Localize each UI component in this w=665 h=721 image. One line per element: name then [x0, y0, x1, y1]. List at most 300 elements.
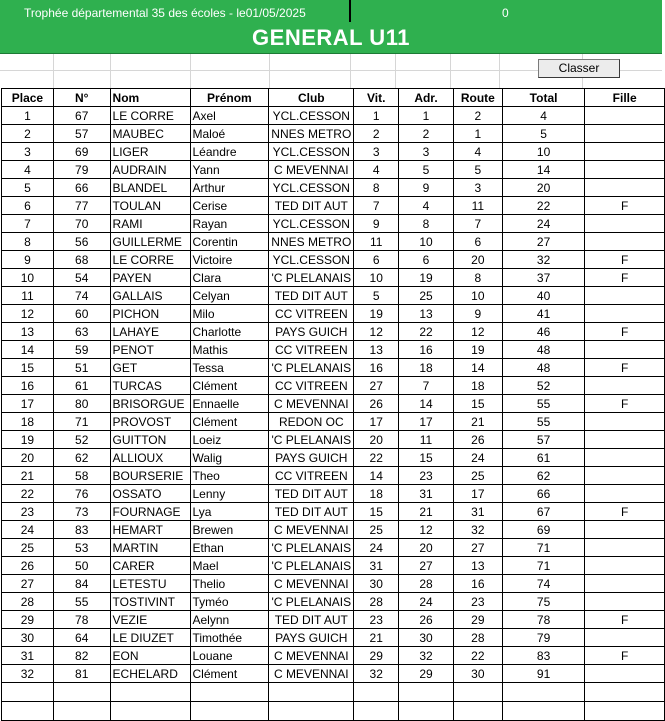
cell-club: CC VITREEN	[269, 377, 354, 395]
cell-vit: 25	[354, 521, 399, 539]
empty-cell	[453, 683, 502, 702]
cell-route: 3	[453, 179, 502, 197]
cell-route: 29	[453, 611, 502, 629]
cell-club: 'C PLELANAIS	[269, 359, 354, 377]
table-row	[2, 287, 665, 305]
empty-cell	[453, 702, 502, 721]
table-row	[2, 665, 665, 683]
empty-cell	[502, 683, 585, 702]
cell-adr: 32	[399, 647, 454, 665]
cell-total: 62	[502, 467, 585, 485]
cell-nom: PROVOST	[110, 413, 190, 431]
cell-vit: 30	[354, 575, 399, 593]
column-header-nom: Nom	[110, 89, 190, 107]
cell-fille: F	[585, 197, 665, 215]
table-header-row	[2, 89, 665, 107]
cell-place: 29	[2, 611, 54, 629]
cell-prenom: Léandre	[190, 143, 269, 161]
cell-prenom: Rayan	[190, 215, 269, 233]
table-row	[2, 341, 665, 359]
cell-adr: 23	[399, 467, 454, 485]
cell-prenom: Thelio	[190, 575, 269, 593]
cell-club: PAYS GUICH	[269, 449, 354, 467]
table-row	[2, 395, 665, 413]
empty-cell	[53, 702, 110, 721]
cell-adr: 22	[399, 323, 454, 341]
sheet-gridline	[269, 54, 270, 88]
cell-nom: BOURSERIE	[110, 467, 190, 485]
cell-place: 24	[2, 521, 54, 539]
cell-fille: F	[585, 251, 665, 269]
cell-fille	[585, 521, 665, 539]
cell-nom: HEMART	[110, 521, 190, 539]
cell-number: 82	[53, 647, 110, 665]
cell-club: TED DIT AUT	[269, 197, 354, 215]
cell-nom: GUITTON	[110, 431, 190, 449]
cell-prenom: Clara	[190, 269, 269, 287]
cell-adr: 3	[399, 143, 454, 161]
cell-vit: 17	[354, 413, 399, 431]
cell-prenom: Lya	[190, 503, 269, 521]
cell-place: 8	[2, 233, 54, 251]
cell-fille	[585, 575, 665, 593]
table-row	[2, 143, 665, 161]
cell-number: 55	[53, 593, 110, 611]
cell-adr: 9	[399, 179, 454, 197]
cell-prenom: Arthur	[190, 179, 269, 197]
cell-club: 'C PLELANAIS	[269, 431, 354, 449]
cell-prenom: Brewen	[190, 521, 269, 539]
cell-nom: LETESTU	[110, 575, 190, 593]
cell-route: 14	[453, 359, 502, 377]
cell-number: 66	[53, 179, 110, 197]
cell-prenom: Lenny	[190, 485, 269, 503]
event-subtitle: Trophée départemental 35 des écoles - le01/05/2025	[24, 6, 306, 20]
cell-total: 46	[502, 323, 585, 341]
cell-route: 2	[453, 107, 502, 125]
cell-nom: PICHON	[110, 305, 190, 323]
cell-fille: F	[585, 323, 665, 341]
cell-adr: 16	[399, 341, 454, 359]
cell-prenom: Timothée	[190, 629, 269, 647]
cell-number: 74	[53, 287, 110, 305]
cell-nom: LE CORRE	[110, 107, 190, 125]
cell-fille	[585, 233, 665, 251]
empty-cell	[399, 702, 454, 721]
cell-club: TED DIT AUT	[269, 611, 354, 629]
column-header-number: N°	[53, 89, 110, 107]
cell-nom: VEZIE	[110, 611, 190, 629]
cell-nom: TOULAN	[110, 197, 190, 215]
cell-number: 68	[53, 251, 110, 269]
cell-number: 63	[53, 323, 110, 341]
table-row	[2, 557, 665, 575]
cell-vit: 31	[354, 557, 399, 575]
cell-club: TED DIT AUT	[269, 287, 354, 305]
column-header-total: Total	[502, 89, 585, 107]
cell-prenom: Milo	[190, 305, 269, 323]
cell-number: 84	[53, 575, 110, 593]
cell-nom: PAYEN	[110, 269, 190, 287]
empty-row	[2, 683, 665, 702]
cell-fille: F	[585, 359, 665, 377]
cell-total: 40	[502, 287, 585, 305]
cell-total: 71	[502, 557, 585, 575]
cell-adr: 7	[399, 377, 454, 395]
table-row	[2, 413, 665, 431]
empty-cell	[190, 702, 269, 721]
cell-vit: 29	[354, 647, 399, 665]
cell-place: 25	[2, 539, 54, 557]
cell-place: 16	[2, 377, 54, 395]
cell-adr: 12	[399, 521, 454, 539]
empty-cell	[53, 683, 110, 702]
cell-adr: 18	[399, 359, 454, 377]
cell-route: 22	[453, 647, 502, 665]
sheet-gridline	[450, 54, 451, 88]
cell-total: 66	[502, 485, 585, 503]
cell-place: 11	[2, 287, 54, 305]
cell-club: C MEVENNAI	[269, 647, 354, 665]
cell-route: 27	[453, 539, 502, 557]
cell-vit: 18	[354, 485, 399, 503]
cell-total: 27	[502, 233, 585, 251]
cell-total: 91	[502, 665, 585, 683]
cell-number: 79	[53, 161, 110, 179]
cell-place: 22	[2, 485, 54, 503]
cell-vit: 19	[354, 305, 399, 323]
cell-vit: 3	[354, 143, 399, 161]
cell-club: C MEVENNAI	[269, 575, 354, 593]
cell-nom: LIGER	[110, 143, 190, 161]
cell-prenom: Loeiz	[190, 431, 269, 449]
cell-fille	[585, 449, 665, 467]
cell-club: YCL.CESSON	[269, 143, 354, 161]
cell-total: 5	[502, 125, 585, 143]
cell-total: 74	[502, 575, 585, 593]
cell-club: REDON OC	[269, 413, 354, 431]
cell-place: 14	[2, 341, 54, 359]
cell-prenom: Charlotte	[190, 323, 269, 341]
cell-club: 'C PLELANAIS	[269, 539, 354, 557]
empty-cell	[2, 702, 54, 721]
header-banner	[0, 0, 662, 54]
cell-nom: MAUBEC	[110, 125, 190, 143]
cell-vit: 22	[354, 449, 399, 467]
cell-nom: ECHELARD	[110, 665, 190, 683]
cell-total: 83	[502, 647, 585, 665]
table-row	[2, 485, 665, 503]
table-row	[2, 305, 665, 323]
cell-number: 58	[53, 467, 110, 485]
table-row	[2, 449, 665, 467]
cell-number: 70	[53, 215, 110, 233]
cell-total: 24	[502, 215, 585, 233]
cell-fille	[585, 143, 665, 161]
cell-place: 6	[2, 197, 54, 215]
cell-club: CC VITREEN	[269, 305, 354, 323]
cell-vit: 16	[354, 359, 399, 377]
header-divider	[349, 0, 351, 22]
table-row	[2, 215, 665, 233]
cell-total: 61	[502, 449, 585, 467]
sheet-gridline	[53, 54, 54, 88]
cell-nom: GALLAIS	[110, 287, 190, 305]
cell-nom: FOURNAGE	[110, 503, 190, 521]
table-row	[2, 593, 665, 611]
cell-prenom: Tyméo	[190, 593, 269, 611]
cell-adr: 11	[399, 431, 454, 449]
cell-number: 73	[53, 503, 110, 521]
cell-place: 20	[2, 449, 54, 467]
cell-vit: 21	[354, 629, 399, 647]
cell-total: 22	[502, 197, 585, 215]
cell-number: 61	[53, 377, 110, 395]
cell-club: TED DIT AUT	[269, 485, 354, 503]
cell-vit: 23	[354, 611, 399, 629]
cell-prenom: Theo	[190, 467, 269, 485]
cell-place: 17	[2, 395, 54, 413]
table-row	[2, 269, 665, 287]
cell-total: 55	[502, 413, 585, 431]
cell-route: 18	[453, 377, 502, 395]
cell-fille	[585, 287, 665, 305]
cell-fille	[585, 557, 665, 575]
cell-prenom: Ennaelle	[190, 395, 269, 413]
cell-adr: 13	[399, 305, 454, 323]
sort-button[interactable]: Classer	[538, 59, 620, 78]
empty-cell	[585, 683, 665, 702]
cell-route: 31	[453, 503, 502, 521]
cell-adr: 5	[399, 161, 454, 179]
cell-adr: 19	[399, 269, 454, 287]
cell-adr: 4	[399, 197, 454, 215]
cell-club: C MEVENNAI	[269, 161, 354, 179]
cell-number: 78	[53, 611, 110, 629]
cell-nom: RAMI	[110, 215, 190, 233]
cell-number: 60	[53, 305, 110, 323]
table-row	[2, 179, 665, 197]
cell-club: NNES METRO	[269, 233, 354, 251]
cell-nom: PENOT	[110, 341, 190, 359]
cell-vit: 2	[354, 125, 399, 143]
empty-cell	[190, 683, 269, 702]
table-row	[2, 647, 665, 665]
cell-total: 55	[502, 395, 585, 413]
cell-place: 28	[2, 593, 54, 611]
cell-total: 41	[502, 305, 585, 323]
cell-route: 21	[453, 413, 502, 431]
cell-nom: GUILLERME	[110, 233, 190, 251]
cell-place: 32	[2, 665, 54, 683]
cell-club: YCL.CESSON	[269, 107, 354, 125]
page-title: GENERAL U11	[252, 25, 410, 50]
cell-total: 48	[502, 341, 585, 359]
cell-fille: F	[585, 269, 665, 287]
cell-nom: EON	[110, 647, 190, 665]
cell-route: 19	[453, 341, 502, 359]
cell-vit: 12	[354, 323, 399, 341]
empty-cell	[585, 702, 665, 721]
cell-number: 51	[53, 359, 110, 377]
cell-place: 27	[2, 575, 54, 593]
cell-nom: MARTIN	[110, 539, 190, 557]
cell-prenom: Mathis	[190, 341, 269, 359]
cell-route: 11	[453, 197, 502, 215]
cell-place: 19	[2, 431, 54, 449]
results-body	[2, 107, 665, 721]
cell-adr: 25	[399, 287, 454, 305]
cell-club: YCL.CESSON	[269, 179, 354, 197]
cell-vit: 20	[354, 431, 399, 449]
cell-prenom: Louane	[190, 647, 269, 665]
cell-route: 23	[453, 593, 502, 611]
cell-number: 77	[53, 197, 110, 215]
cell-vit: 5	[354, 287, 399, 305]
cell-route: 9	[453, 305, 502, 323]
cell-total: 14	[502, 161, 585, 179]
cell-club: 'C PLELANAIS	[269, 557, 354, 575]
cell-number: 69	[53, 143, 110, 161]
cell-fille: F	[585, 647, 665, 665]
cell-vit: 6	[354, 251, 399, 269]
cell-route: 15	[453, 395, 502, 413]
column-header-fille: Fille	[585, 89, 665, 107]
cell-prenom: Clément	[190, 377, 269, 395]
cell-vit: 8	[354, 179, 399, 197]
cell-number: 53	[53, 539, 110, 557]
cell-route: 16	[453, 575, 502, 593]
empty-cell	[354, 702, 399, 721]
cell-fille	[585, 413, 665, 431]
table-row	[2, 629, 665, 647]
cell-club: 'C PLELANAIS	[269, 269, 354, 287]
cell-fille: F	[585, 611, 665, 629]
cell-fille	[585, 467, 665, 485]
cell-vit: 14	[354, 467, 399, 485]
table-row	[2, 467, 665, 485]
empty-cell	[399, 683, 454, 702]
cell-adr: 8	[399, 215, 454, 233]
empty-cell	[502, 702, 585, 721]
cell-adr: 15	[399, 449, 454, 467]
counter-value: 0	[502, 6, 509, 20]
cell-number: 59	[53, 341, 110, 359]
table-row	[2, 377, 665, 395]
cell-fille: F	[585, 503, 665, 521]
empty-cell	[269, 683, 354, 702]
cell-club: C MEVENNAI	[269, 395, 354, 413]
cell-club: TED DIT AUT	[269, 503, 354, 521]
cell-nom: TURCAS	[110, 377, 190, 395]
cell-club: 'C PLELANAIS	[269, 593, 354, 611]
table-row	[2, 107, 665, 125]
empty-cell	[2, 683, 54, 702]
column-header-prenom: Prénom	[190, 89, 269, 107]
cell-number: 80	[53, 395, 110, 413]
cell-nom: ALLIOUX	[110, 449, 190, 467]
cell-number: 76	[53, 485, 110, 503]
empty-cell	[110, 702, 190, 721]
table-row	[2, 359, 665, 377]
cell-vit: 28	[354, 593, 399, 611]
cell-club: C MEVENNAI	[269, 521, 354, 539]
cell-nom: BRISORGUE	[110, 395, 190, 413]
cell-route: 26	[453, 431, 502, 449]
table-row	[2, 539, 665, 557]
cell-nom: OSSATO	[110, 485, 190, 503]
cell-place: 1	[2, 107, 54, 125]
cell-club: PAYS GUICH	[269, 629, 354, 647]
table-row	[2, 323, 665, 341]
cell-place: 15	[2, 359, 54, 377]
cell-vit: 15	[354, 503, 399, 521]
cell-vit: 9	[354, 215, 399, 233]
empty-cell	[269, 702, 354, 721]
cell-vit: 1	[354, 107, 399, 125]
cell-fille	[585, 485, 665, 503]
cell-prenom: Cerise	[190, 197, 269, 215]
cell-route: 24	[453, 449, 502, 467]
cell-nom: LAHAYE	[110, 323, 190, 341]
cell-place: 3	[2, 143, 54, 161]
cell-place: 31	[2, 647, 54, 665]
cell-fille	[585, 431, 665, 449]
cell-place: 4	[2, 161, 54, 179]
cell-route: 25	[453, 467, 502, 485]
cell-fille	[585, 215, 665, 233]
cell-place: 13	[2, 323, 54, 341]
table-row	[2, 611, 665, 629]
sheet-gridline	[499, 54, 500, 88]
cell-number: 52	[53, 431, 110, 449]
cell-prenom: Mael	[190, 557, 269, 575]
cell-route: 17	[453, 485, 502, 503]
cell-number: 50	[53, 557, 110, 575]
cell-club: CC VITREEN	[269, 467, 354, 485]
cell-number: 83	[53, 521, 110, 539]
sheet-gridline	[190, 54, 191, 88]
cell-vit: 24	[354, 539, 399, 557]
cell-prenom: Axel	[190, 107, 269, 125]
cell-adr: 1	[399, 107, 454, 125]
cell-route: 20	[453, 251, 502, 269]
cell-place: 7	[2, 215, 54, 233]
cell-fille	[585, 377, 665, 395]
cell-vit: 32	[354, 665, 399, 683]
sheet-gridline	[110, 54, 111, 88]
cell-route: 6	[453, 233, 502, 251]
cell-club: C MEVENNAI	[269, 665, 354, 683]
cell-route: 30	[453, 665, 502, 683]
cell-total: 37	[502, 269, 585, 287]
cell-route: 1	[453, 125, 502, 143]
cell-total: 32	[502, 251, 585, 269]
cell-fille	[585, 161, 665, 179]
cell-number: 67	[53, 107, 110, 125]
empty-cell	[110, 683, 190, 702]
cell-fille	[585, 179, 665, 197]
empty-cell	[354, 683, 399, 702]
cell-route: 13	[453, 557, 502, 575]
cell-total: 20	[502, 179, 585, 197]
sheet-gridline	[395, 54, 396, 88]
cell-number: 81	[53, 665, 110, 683]
cell-number: 62	[53, 449, 110, 467]
cell-nom: LE DIUZET	[110, 629, 190, 647]
cell-fille	[585, 107, 665, 125]
cell-adr: 2	[399, 125, 454, 143]
